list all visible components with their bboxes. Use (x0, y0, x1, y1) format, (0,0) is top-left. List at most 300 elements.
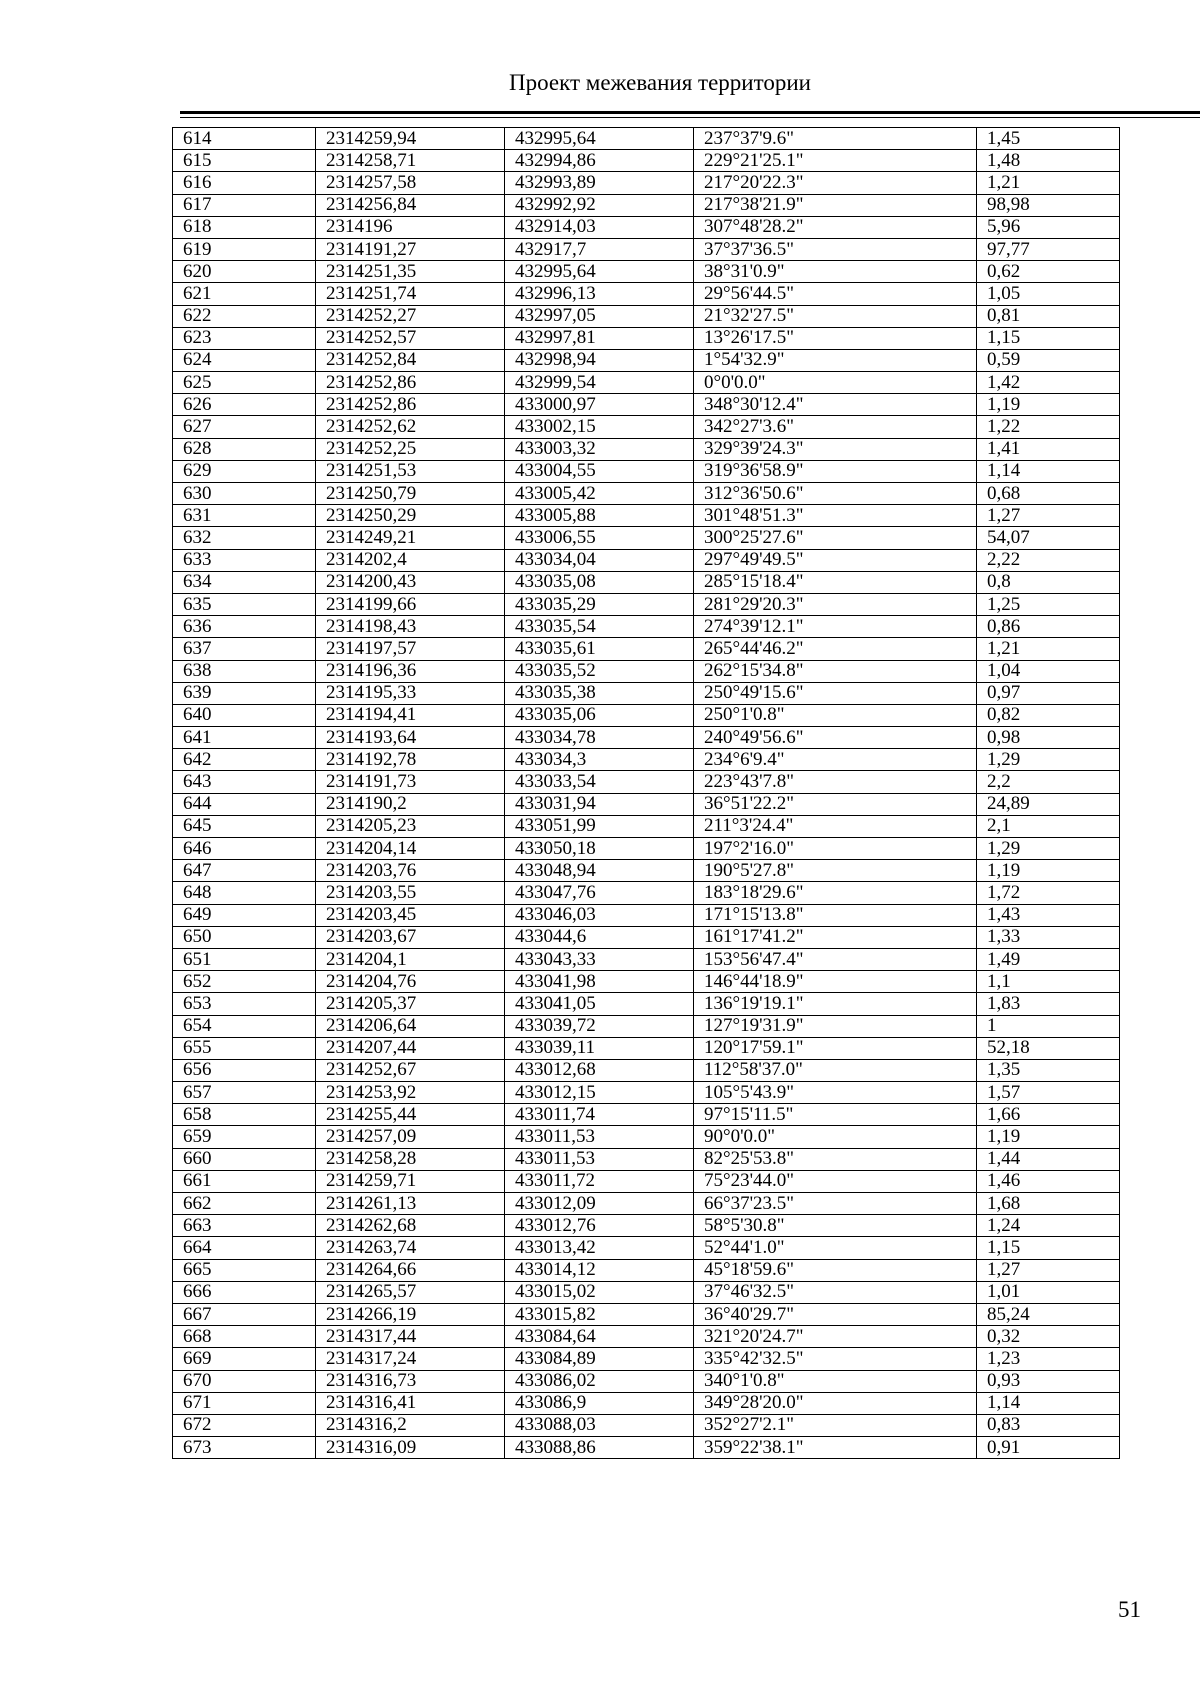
x-coordinate-cell: 2314256,84 (316, 194, 505, 216)
distance-cell: 1,01 (977, 1281, 1120, 1303)
direction-angle-cell: 217°38'21.9" (694, 194, 977, 216)
y-coordinate-cell: 433004,55 (505, 460, 694, 482)
table-row (173, 505, 1120, 527)
x-coordinate-cell: 2314258,71 (316, 150, 505, 172)
table-row (173, 1348, 1120, 1370)
point-number-cell: 648 (173, 882, 316, 904)
direction-angle-cell: 300°25'27.6" (694, 527, 977, 549)
table-row (173, 793, 1120, 815)
table-row (173, 527, 1120, 549)
distance-cell: 1,72 (977, 882, 1120, 904)
distance-cell: 1,19 (977, 860, 1120, 882)
table-row (173, 1126, 1120, 1148)
table-row (173, 571, 1120, 593)
direction-angle-cell: 36°40'29.7" (694, 1303, 977, 1325)
point-number-cell: 653 (173, 993, 316, 1015)
distance-cell: 1,29 (977, 838, 1120, 860)
direction-angle-cell: 307°48'28.2" (694, 216, 977, 238)
y-coordinate-cell: 433046,03 (505, 904, 694, 926)
y-coordinate-cell: 433048,94 (505, 860, 694, 882)
point-number-cell: 616 (173, 172, 316, 194)
point-number-cell: 638 (173, 660, 316, 682)
y-coordinate-cell: 433043,33 (505, 948, 694, 970)
point-number-cell: 665 (173, 1259, 316, 1281)
x-coordinate-cell: 2314259,71 (316, 1170, 505, 1192)
table-row (173, 1237, 1120, 1259)
y-coordinate-cell: 433035,08 (505, 571, 694, 593)
table-row (173, 283, 1120, 305)
table-row (173, 549, 1120, 571)
y-coordinate-cell: 433035,06 (505, 704, 694, 726)
point-number-cell: 636 (173, 616, 316, 638)
table-row (173, 1215, 1120, 1237)
x-coordinate-cell: 2314252,67 (316, 1059, 505, 1081)
x-coordinate-cell: 2314198,43 (316, 616, 505, 638)
point-number-cell: 615 (173, 150, 316, 172)
direction-angle-cell: 58°5'30.8" (694, 1215, 977, 1237)
distance-cell: 1,14 (977, 1392, 1120, 1414)
x-coordinate-cell: 2314196 (316, 216, 505, 238)
table-row (173, 1015, 1120, 1037)
y-coordinate-cell: 433011,53 (505, 1126, 694, 1148)
distance-cell: 1,33 (977, 926, 1120, 948)
y-coordinate-cell: 433012,09 (505, 1193, 694, 1215)
direction-angle-cell: 52°44'1.0" (694, 1237, 977, 1259)
x-coordinate-cell: 2314205,37 (316, 993, 505, 1015)
table-row (173, 993, 1120, 1015)
point-number-cell: 641 (173, 727, 316, 749)
y-coordinate-cell: 433050,18 (505, 838, 694, 860)
distance-cell: 1,24 (977, 1215, 1120, 1237)
x-coordinate-cell: 2314204,76 (316, 971, 505, 993)
direction-angle-cell: 250°49'15.6" (694, 682, 977, 704)
x-coordinate-cell: 2314316,41 (316, 1392, 505, 1414)
y-coordinate-cell: 433086,02 (505, 1370, 694, 1392)
table-row (173, 416, 1120, 438)
x-coordinate-cell: 2314261,13 (316, 1193, 505, 1215)
table-row (173, 704, 1120, 726)
distance-cell: 1,83 (977, 993, 1120, 1015)
table-row (173, 438, 1120, 460)
x-coordinate-cell: 2314205,23 (316, 815, 505, 837)
x-coordinate-cell: 2314259,94 (316, 128, 505, 150)
y-coordinate-cell: 433033,54 (505, 771, 694, 793)
direction-angle-cell: 340°1'0.8" (694, 1370, 977, 1392)
table-row (173, 1326, 1120, 1348)
distance-cell: 0,82 (977, 704, 1120, 726)
x-coordinate-cell: 2314203,67 (316, 926, 505, 948)
distance-cell: 1,21 (977, 638, 1120, 660)
point-number-cell: 633 (173, 549, 316, 571)
direction-angle-cell: 250°1'0.8" (694, 704, 977, 726)
table-row (173, 904, 1120, 926)
distance-cell: 1,25 (977, 593, 1120, 615)
table-row (173, 327, 1120, 349)
point-number-cell: 647 (173, 860, 316, 882)
x-coordinate-cell: 2314316,73 (316, 1370, 505, 1392)
x-coordinate-cell: 2314252,86 (316, 372, 505, 394)
distance-cell: 0,91 (977, 1437, 1120, 1459)
y-coordinate-cell: 433003,32 (505, 438, 694, 460)
distance-cell: 1,42 (977, 372, 1120, 394)
x-coordinate-cell: 2314257,09 (316, 1126, 505, 1148)
point-number-cell: 625 (173, 372, 316, 394)
y-coordinate-cell: 433051,99 (505, 815, 694, 837)
table-row (173, 749, 1120, 771)
table-row (173, 1414, 1120, 1436)
x-coordinate-cell: 2314262,68 (316, 1215, 505, 1237)
table-row (173, 815, 1120, 837)
point-number-cell: 619 (173, 238, 316, 260)
distance-cell: 0,32 (977, 1326, 1120, 1348)
direction-angle-cell: 171°15'13.8" (694, 904, 977, 926)
table-row (173, 593, 1120, 615)
distance-cell: 5,96 (977, 216, 1120, 238)
point-number-cell: 669 (173, 1348, 316, 1370)
distance-cell: 1,19 (977, 394, 1120, 416)
y-coordinate-cell: 433011,53 (505, 1148, 694, 1170)
y-coordinate-cell: 433039,11 (505, 1037, 694, 1059)
direction-angle-cell: 0°0'0.0" (694, 372, 977, 394)
y-coordinate-cell: 433034,3 (505, 749, 694, 771)
y-coordinate-cell: 433084,64 (505, 1326, 694, 1348)
direction-angle-cell: 29°56'44.5" (694, 283, 977, 305)
x-coordinate-cell: 2314316,2 (316, 1414, 505, 1436)
y-coordinate-cell: 433035,61 (505, 638, 694, 660)
distance-cell: 0,97 (977, 682, 1120, 704)
x-coordinate-cell: 2314251,74 (316, 283, 505, 305)
table-row (173, 948, 1120, 970)
x-coordinate-cell: 2314193,64 (316, 727, 505, 749)
x-coordinate-cell: 2314257,58 (316, 172, 505, 194)
y-coordinate-cell: 433012,76 (505, 1215, 694, 1237)
y-coordinate-cell: 432914,03 (505, 216, 694, 238)
table-row (173, 1392, 1120, 1414)
distance-cell: 1,43 (977, 904, 1120, 926)
point-number-cell: 624 (173, 349, 316, 371)
point-number-cell: 667 (173, 1303, 316, 1325)
x-coordinate-cell: 2314253,92 (316, 1082, 505, 1104)
x-coordinate-cell: 2314194,41 (316, 704, 505, 726)
y-coordinate-cell: 433088,86 (505, 1437, 694, 1459)
point-number-cell: 652 (173, 971, 316, 993)
x-coordinate-cell: 2314204,1 (316, 948, 505, 970)
distance-cell: 1,22 (977, 416, 1120, 438)
table-row (173, 1370, 1120, 1392)
direction-angle-cell: 38°31'0.9" (694, 261, 977, 283)
y-coordinate-cell: 433000,97 (505, 394, 694, 416)
x-coordinate-cell: 2314252,25 (316, 438, 505, 460)
distance-cell: 54,07 (977, 527, 1120, 549)
direction-angle-cell: 329°39'24.3" (694, 438, 977, 460)
table-row (173, 1037, 1120, 1059)
distance-cell: 1,48 (977, 150, 1120, 172)
y-coordinate-cell: 433041,98 (505, 971, 694, 993)
y-coordinate-cell: 432993,89 (505, 172, 694, 194)
table-row (173, 1148, 1120, 1170)
x-coordinate-cell: 2314191,27 (316, 238, 505, 260)
point-number-cell: 666 (173, 1281, 316, 1303)
direction-angle-cell: 90°0'0.0" (694, 1126, 977, 1148)
direction-angle-cell: 127°19'31.9" (694, 1015, 977, 1037)
point-number-cell: 659 (173, 1126, 316, 1148)
direction-angle-cell: 75°23'44.0" (694, 1170, 977, 1192)
distance-cell: 1,19 (977, 1126, 1120, 1148)
direction-angle-cell: 217°20'22.3" (694, 172, 977, 194)
y-coordinate-cell: 433084,89 (505, 1348, 694, 1370)
table-row (173, 860, 1120, 882)
x-coordinate-cell: 2314317,44 (316, 1326, 505, 1348)
table-row (173, 682, 1120, 704)
point-number-cell: 650 (173, 926, 316, 948)
point-number-cell: 649 (173, 904, 316, 926)
table-row (173, 372, 1120, 394)
point-number-cell: 672 (173, 1414, 316, 1436)
direction-angle-cell: 297°49'49.5" (694, 549, 977, 571)
table-row (173, 882, 1120, 904)
distance-cell: 1,15 (977, 327, 1120, 349)
direction-angle-cell: 262°15'34.8" (694, 660, 977, 682)
y-coordinate-cell: 433014,12 (505, 1259, 694, 1281)
direction-angle-cell: 234°6'9.4" (694, 749, 977, 771)
y-coordinate-cell: 432996,13 (505, 283, 694, 305)
point-number-cell: 643 (173, 771, 316, 793)
point-number-cell: 670 (173, 1370, 316, 1392)
table-row (173, 172, 1120, 194)
table-row (173, 1303, 1120, 1325)
table-row (173, 216, 1120, 238)
x-coordinate-cell: 2314252,27 (316, 305, 505, 327)
point-number-cell: 654 (173, 1015, 316, 1037)
x-coordinate-cell: 2314192,78 (316, 749, 505, 771)
x-coordinate-cell: 2314317,24 (316, 1348, 505, 1370)
point-number-cell: 628 (173, 438, 316, 460)
y-coordinate-cell: 433034,78 (505, 727, 694, 749)
point-number-cell: 627 (173, 416, 316, 438)
x-coordinate-cell: 2314250,29 (316, 505, 505, 527)
y-coordinate-cell: 433035,38 (505, 682, 694, 704)
table-row (173, 1104, 1120, 1126)
x-coordinate-cell: 2314191,73 (316, 771, 505, 793)
y-coordinate-cell: 432994,86 (505, 150, 694, 172)
y-coordinate-cell: 433013,42 (505, 1237, 694, 1259)
table-row (173, 238, 1120, 260)
distance-cell: 85,24 (977, 1303, 1120, 1325)
x-coordinate-cell: 2314250,79 (316, 483, 505, 505)
x-coordinate-cell: 2314316,09 (316, 1437, 505, 1459)
point-number-cell: 657 (173, 1082, 316, 1104)
y-coordinate-cell: 432997,81 (505, 327, 694, 349)
distance-cell: 1,68 (977, 1193, 1120, 1215)
distance-cell: 0,98 (977, 727, 1120, 749)
y-coordinate-cell: 433086,9 (505, 1392, 694, 1414)
x-coordinate-cell: 2314264,66 (316, 1259, 505, 1281)
x-coordinate-cell: 2314265,57 (316, 1281, 505, 1303)
point-number-cell: 658 (173, 1104, 316, 1126)
distance-cell: 1,21 (977, 172, 1120, 194)
point-number-cell: 645 (173, 815, 316, 837)
distance-cell: 1,35 (977, 1059, 1120, 1081)
y-coordinate-cell: 433005,42 (505, 483, 694, 505)
y-coordinate-cell: 433035,52 (505, 660, 694, 682)
table-row (173, 305, 1120, 327)
point-number-cell: 644 (173, 793, 316, 815)
distance-cell: 1,46 (977, 1170, 1120, 1192)
table-row (173, 128, 1120, 150)
point-number-cell: 622 (173, 305, 316, 327)
direction-angle-cell: 183°18'29.6" (694, 882, 977, 904)
direction-angle-cell: 21°32'27.5" (694, 305, 977, 327)
distance-cell: 2,22 (977, 549, 1120, 571)
x-coordinate-cell: 2314199,66 (316, 593, 505, 615)
table-row (173, 971, 1120, 993)
y-coordinate-cell: 432917,7 (505, 238, 694, 260)
direction-angle-cell: 301°48'51.3" (694, 505, 977, 527)
point-number-cell: 655 (173, 1037, 316, 1059)
y-coordinate-cell: 433044,6 (505, 926, 694, 948)
y-coordinate-cell: 433088,03 (505, 1414, 694, 1436)
direction-angle-cell: 1°54'32.9" (694, 349, 977, 371)
distance-cell: 1,49 (977, 948, 1120, 970)
x-coordinate-cell: 2314203,76 (316, 860, 505, 882)
y-coordinate-cell: 433012,15 (505, 1082, 694, 1104)
y-coordinate-cell: 433011,74 (505, 1104, 694, 1126)
y-coordinate-cell: 433035,29 (505, 593, 694, 615)
table-row (173, 394, 1120, 416)
page-header-title: Проект межевания территории (509, 70, 811, 95)
x-coordinate-cell: 2314207,44 (316, 1037, 505, 1059)
table-row (173, 1281, 1120, 1303)
direction-angle-cell: 319°36'58.9" (694, 460, 977, 482)
y-coordinate-cell: 433012,68 (505, 1059, 694, 1081)
header-rule-thin (180, 117, 1200, 118)
distance-cell: 1,23 (977, 1348, 1120, 1370)
y-coordinate-cell: 432992,92 (505, 194, 694, 216)
table-row (173, 1059, 1120, 1081)
table-row (173, 638, 1120, 660)
point-number-cell: 663 (173, 1215, 316, 1237)
distance-cell: 0,81 (977, 305, 1120, 327)
direction-angle-cell: 161°17'41.2" (694, 926, 977, 948)
distance-cell: 0,93 (977, 1370, 1120, 1392)
y-coordinate-cell: 433035,54 (505, 616, 694, 638)
distance-cell: 1,27 (977, 505, 1120, 527)
y-coordinate-cell: 433011,72 (505, 1170, 694, 1192)
x-coordinate-cell: 2314249,21 (316, 527, 505, 549)
point-number-cell: 632 (173, 527, 316, 549)
direction-angle-cell: 335°42'32.5" (694, 1348, 977, 1370)
direction-angle-cell: 146°44'18.9" (694, 971, 977, 993)
direction-angle-cell: 45°18'59.6" (694, 1259, 977, 1281)
direction-angle-cell: 37°37'36.5" (694, 238, 977, 260)
table-row (173, 616, 1120, 638)
table-row (173, 261, 1120, 283)
x-coordinate-cell: 2314251,53 (316, 460, 505, 482)
point-number-cell: 629 (173, 460, 316, 482)
direction-angle-cell: 359°22'38.1" (694, 1437, 977, 1459)
direction-angle-cell: 281°29'20.3" (694, 593, 977, 615)
direction-angle-cell: 229°21'25.1" (694, 150, 977, 172)
x-coordinate-cell: 2314251,35 (316, 261, 505, 283)
point-number-cell: 621 (173, 283, 316, 305)
x-coordinate-cell: 2314252,84 (316, 349, 505, 371)
y-coordinate-cell: 432998,94 (505, 349, 694, 371)
distance-cell: 2,1 (977, 815, 1120, 837)
x-coordinate-cell: 2314252,86 (316, 394, 505, 416)
point-number-cell: 640 (173, 704, 316, 726)
point-number-cell: 637 (173, 638, 316, 660)
y-coordinate-cell: 432999,54 (505, 372, 694, 394)
table-row (173, 349, 1120, 371)
distance-cell: 1,05 (977, 283, 1120, 305)
direction-angle-cell: 36°51'22.2" (694, 793, 977, 815)
point-number-cell: 623 (173, 327, 316, 349)
x-coordinate-cell: 2314258,28 (316, 1148, 505, 1170)
x-coordinate-cell: 2314255,44 (316, 1104, 505, 1126)
direction-angle-cell: 237°37'9.6" (694, 128, 977, 150)
table-row (173, 1437, 1120, 1459)
direction-angle-cell: 136°19'19.1" (694, 993, 977, 1015)
distance-cell: 1,04 (977, 660, 1120, 682)
table-row (173, 1082, 1120, 1104)
point-number-cell: 634 (173, 571, 316, 593)
x-coordinate-cell: 2314252,57 (316, 327, 505, 349)
y-coordinate-cell: 433034,04 (505, 549, 694, 571)
distance-cell: 1,44 (977, 1148, 1120, 1170)
y-coordinate-cell: 433015,02 (505, 1281, 694, 1303)
x-coordinate-cell: 2314195,33 (316, 682, 505, 704)
x-coordinate-cell: 2314266,19 (316, 1303, 505, 1325)
point-number-cell: 656 (173, 1059, 316, 1081)
distance-cell: 0,68 (977, 483, 1120, 505)
direction-angle-cell: 82°25'53.8" (694, 1148, 977, 1170)
distance-cell: 1,1 (977, 971, 1120, 993)
point-number-cell: 630 (173, 483, 316, 505)
x-coordinate-cell: 2314196,36 (316, 660, 505, 682)
direction-angle-cell: 285°15'18.4" (694, 571, 977, 593)
table-row (173, 1170, 1120, 1192)
x-coordinate-cell: 2314203,55 (316, 882, 505, 904)
point-number-cell: 642 (173, 749, 316, 771)
distance-cell: 0,8 (977, 571, 1120, 593)
distance-cell: 98,98 (977, 194, 1120, 216)
direction-angle-cell: 274°39'12.1" (694, 616, 977, 638)
header-rule-thick (180, 111, 1200, 114)
table-row (173, 838, 1120, 860)
point-number-cell: 614 (173, 128, 316, 150)
y-coordinate-cell: 433005,88 (505, 505, 694, 527)
coordinates-table-body (173, 128, 1120, 1459)
point-number-cell: 635 (173, 593, 316, 615)
x-coordinate-cell: 2314202,4 (316, 549, 505, 571)
direction-angle-cell: 321°20'24.7" (694, 1326, 977, 1348)
point-number-cell: 617 (173, 194, 316, 216)
y-coordinate-cell: 432997,05 (505, 305, 694, 327)
distance-cell: 1,29 (977, 749, 1120, 771)
table-row (173, 150, 1120, 172)
distance-cell: 1,15 (977, 1237, 1120, 1259)
x-coordinate-cell: 2314204,14 (316, 838, 505, 860)
table-row (173, 660, 1120, 682)
y-coordinate-cell: 433039,72 (505, 1015, 694, 1037)
direction-angle-cell: 352°27'2.1" (694, 1414, 977, 1436)
point-number-cell: 673 (173, 1437, 316, 1459)
distance-cell: 1,57 (977, 1082, 1120, 1104)
table-row (173, 727, 1120, 749)
coordinates-table (172, 127, 1120, 1459)
point-number-cell: 651 (173, 948, 316, 970)
x-coordinate-cell: 2314252,62 (316, 416, 505, 438)
